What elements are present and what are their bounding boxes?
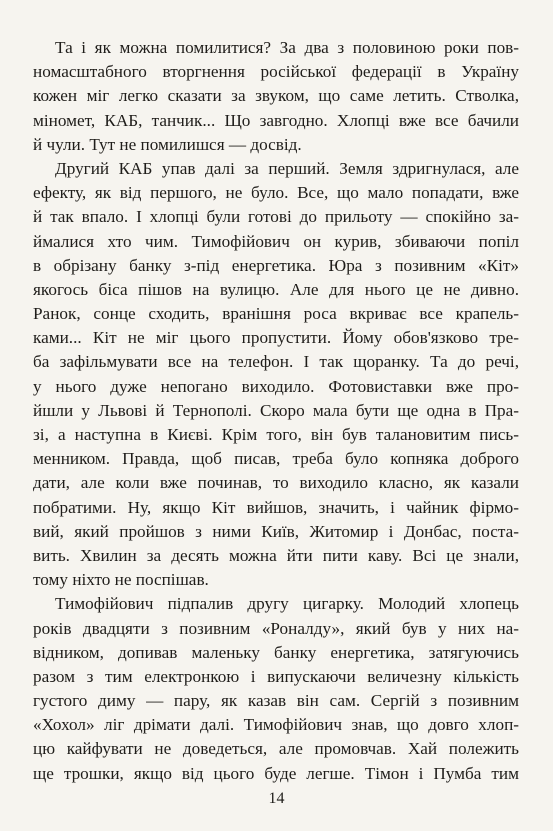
text-line: цю кайфувати не доведеться, але промовчав. Хай полежить <box>33 739 519 759</box>
text-line: Ранок, сонце сходить, вранішня роса вкриває все крапель- <box>33 304 519 324</box>
text-line: вить. Хвилин за десять можна йти пити каву. Всі це знали, <box>33 545 519 565</box>
text-line: номасштабного вторгнення російської федерації в Україну <box>33 62 519 82</box>
text-line: й чули. Тут не помилишся — досвід. <box>33 134 302 154</box>
text-line: кожен міг легко сказати за звуком, що саме летить. Стволка, <box>33 86 519 106</box>
text-line: ймалися хто чим. Тимофійович он курив, збиваючи попіл <box>33 231 519 251</box>
text-line: Та і як можна помилитися? За два з половиною роки пов- <box>55 38 519 57</box>
text-line: й так впало. І хлопці були готові до прильоту — спокійно за- <box>33 207 519 227</box>
page-number: 14 <box>268 790 285 807</box>
text-line: років двадцяти з позивним «Роналду», який був у них на- <box>33 618 519 638</box>
text-line: дати, але коли вже починав, то виходило класно, як казали <box>33 473 519 493</box>
text-line: ефекту, як від першого, не було. Все, що мало попадати, вже <box>33 183 519 203</box>
text-line: у нього дуже непогано виходило. Фотовиставки вже про- <box>33 376 519 396</box>
text-line: зі, а наступна в Києві. Крім того, він був талановитим пись- <box>33 425 519 444</box>
text-line: йшли у Львові й Тернополі. Скоро мала бути ще одна в Пра- <box>33 400 519 420</box>
text-line: «Хохол» ліг дрімати далі. Тимофійович знав, що довго хлоп- <box>33 715 519 735</box>
text-line: міномет, КАБ, танчик... Що завгодно. Хлопці вже все бачили <box>33 110 519 130</box>
text-line: густого диму — пару, як казав він сам. Сергій з позивним <box>33 691 519 711</box>
text-line: тому ніхто не поспішав. <box>33 570 209 590</box>
text-line: ба зафільмувати все на телефон. І так щоранку. Та до речі, <box>33 352 519 372</box>
text-line: в обрізану банку з-під енергетика. Юра з позивним «Кіт» <box>33 255 519 275</box>
text-line: Другий КАБ упав далі за перший. Земля здригнулася, але <box>55 158 519 178</box>
page-body <box>33 36 519 786</box>
text-line: ками... Кіт не міг цього пропустити. Йому обов'язково тре- <box>33 328 519 348</box>
text-line: менником. Правда, щоб писав, треба було копняка доброго <box>33 449 519 469</box>
text-line: якогось біса пішов на вулицю. Але для нього це не дивно. <box>33 279 519 299</box>
text-line: відником, допивав маленьку банку енергетика, затягуючись <box>33 642 519 662</box>
text-line: вий, який пройшов з ними Київ, Житомир і Донбас, поста- <box>33 521 519 541</box>
text-line: разом з тим електронкою і випускаючи величезну кількість <box>33 666 519 686</box>
text-line: Тимофійович підпалив другу цигарку. Молодий хлопець <box>55 594 519 614</box>
text-line: побратими. Ну, якщо Кіт вийшов, значить, і чайник фірмо- <box>33 497 519 517</box>
text-line: ще трошки, якщо від цього буде легше. Тімон і Пумба тим <box>33 763 519 783</box>
